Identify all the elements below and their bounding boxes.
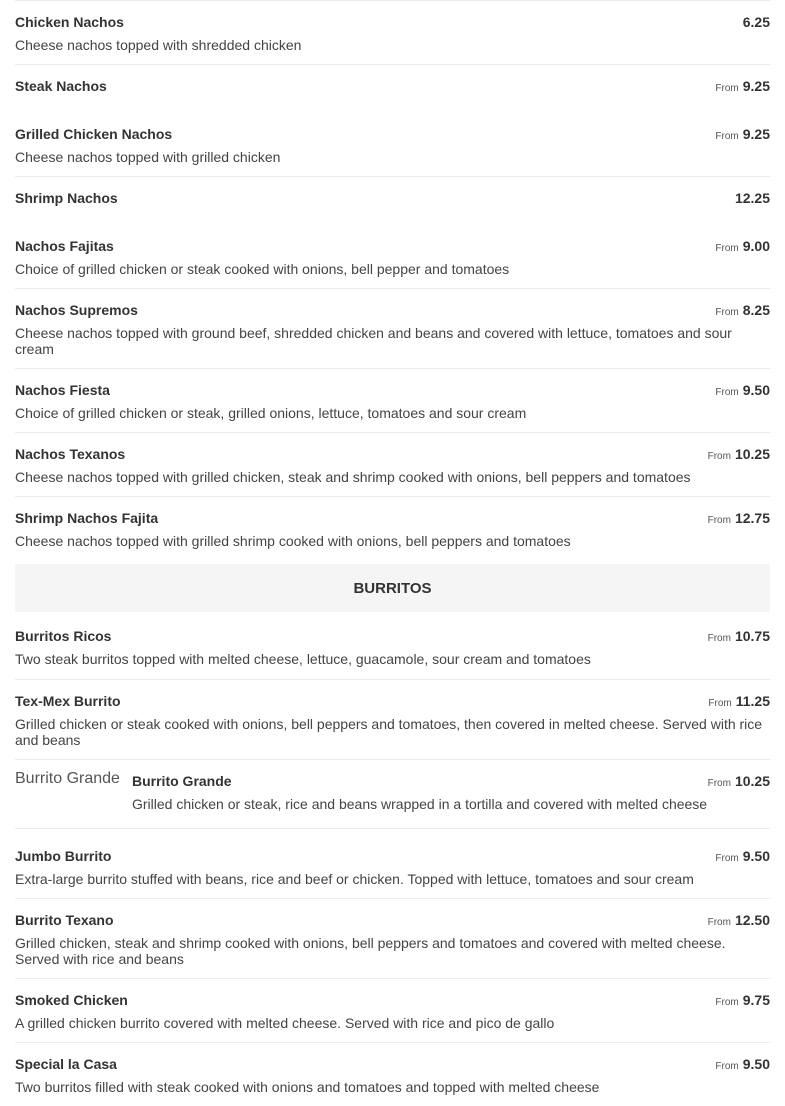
item-description: Cheese nachos topped with grilled chicken, steak and shrimp cooked with onions, bell peppers and tomatoes bbox=[15, 469, 691, 485]
price-value: 9.50 bbox=[742, 1056, 770, 1072]
price-prefix: From bbox=[707, 515, 731, 526]
price-value: 9.25 bbox=[742, 126, 770, 142]
item-description: Cheese nachos topped with ground beef, shredded chicken and beans and covered with lettuce, tomatoes and sour cream bbox=[15, 325, 732, 357]
item-price bbox=[708, 693, 770, 712]
menu-item-smoked-chicken[interactable] bbox=[15, 979, 770, 1043]
item-description: Cheese nachos topped with grilled chicken bbox=[15, 149, 281, 165]
item-name: Burrito Grande bbox=[132, 773, 232, 789]
price-prefix: From bbox=[715, 83, 739, 94]
item-name: Nachos Supremos bbox=[15, 302, 138, 318]
item-price bbox=[715, 238, 770, 257]
menu-item-nachos-fiesta[interactable] bbox=[15, 369, 770, 433]
price-prefix: From bbox=[707, 917, 731, 928]
item-name: Shrimp Nachos Fajita bbox=[15, 510, 159, 526]
item-price bbox=[708, 912, 770, 931]
price-value: 9.25 bbox=[742, 78, 770, 94]
item-description: Cheese nachos topped with grilled shrimp cooked with onions, bell peppers and tomatoes bbox=[15, 533, 571, 549]
price-value: 6.25 bbox=[742, 14, 770, 30]
item-price bbox=[715, 126, 770, 145]
item-name: Tex-Mex Burrito bbox=[15, 693, 121, 709]
menu-item-nachos-fajitas[interactable] bbox=[15, 225, 770, 289]
price-prefix: From bbox=[708, 698, 732, 709]
item-description: Grilled chicken, steak and shrimp cooked with onions, bell peppers and tomatoes and covered with melted cheese. Served with rice and beans bbox=[15, 935, 726, 967]
item-description: Two burritos filled with steak cooked with onions and tomatoes and topped with melted cheese bbox=[15, 1079, 600, 1095]
item-price bbox=[731, 190, 770, 209]
item-description: Grilled chicken or steak, rice and beans wrapped in a tortilla and covered with melted cheese bbox=[132, 796, 708, 812]
menu-list bbox=[15, 0, 770, 1106]
price-value: 12.50 bbox=[734, 912, 770, 928]
price-value: 9.50 bbox=[742, 848, 770, 864]
menu-item-shrimp-nachos[interactable] bbox=[15, 177, 770, 225]
item-name: Burritos Ricos bbox=[15, 628, 112, 644]
item-price bbox=[715, 992, 770, 1011]
price-value: 10.75 bbox=[734, 628, 770, 644]
price-value: 11.25 bbox=[735, 693, 770, 709]
menu-item-nachos-supremos[interactable] bbox=[15, 289, 770, 369]
item-image-placeholder[interactable] bbox=[15, 768, 120, 816]
item-description: Cheese nachos topped with shredded chicken bbox=[15, 37, 302, 53]
item-name: Special la Casa bbox=[15, 1056, 117, 1072]
menu-item-chicken-nachos[interactable] bbox=[15, 0, 770, 65]
item-price bbox=[715, 848, 770, 867]
price-prefix: From bbox=[715, 853, 739, 864]
item-description: Two steak burritos topped with melted cheese, lettuce, guacamole, sour cream and tomatoes bbox=[15, 651, 591, 667]
price-value: 9.50 bbox=[742, 382, 770, 398]
price-value: 12.25 bbox=[734, 190, 770, 206]
price-value: 9.00 bbox=[742, 238, 770, 254]
item-name: Shrimp Nachos bbox=[15, 190, 118, 206]
item-name: Nachos Fiesta bbox=[15, 382, 110, 398]
item-price bbox=[715, 78, 770, 97]
item-name: Grilled Chicken Nachos bbox=[15, 126, 173, 142]
item-name: Nachos Fajitas bbox=[15, 238, 114, 254]
item-description: Grilled chicken or steak cooked with onions, bell peppers and tomatoes, then covered in melted cheese. Served with rice and beans bbox=[15, 716, 763, 748]
menu-item-grilled-chicken-nachos[interactable] bbox=[15, 113, 770, 177]
section-header-burritos: BURRITOS bbox=[15, 564, 770, 612]
menu-item-jumbo-burrito[interactable] bbox=[15, 829, 770, 899]
price-prefix: From bbox=[715, 243, 739, 254]
item-description: Extra-large burrito stuffed with beans, rice and beef or chicken. Topped with lettuce, tomatoes and sour cream bbox=[15, 871, 694, 887]
item-name: Jumbo Burrito bbox=[15, 848, 112, 864]
price-value: 10.25 bbox=[734, 446, 770, 462]
menu-item-steak-nachos[interactable] bbox=[15, 65, 770, 113]
item-price bbox=[715, 382, 770, 401]
menu-item-burrito-grande[interactable] bbox=[15, 760, 770, 829]
item-price bbox=[715, 1056, 770, 1075]
menu-item-special-la-casa[interactable] bbox=[15, 1043, 770, 1106]
price-prefix: From bbox=[715, 307, 739, 318]
menu-item-tex-mex-burrito[interactable] bbox=[15, 680, 770, 760]
image-alt-text: Burrito Grande bbox=[15, 770, 120, 787]
price-value: 10.25 bbox=[734, 773, 770, 789]
item-content bbox=[132, 768, 770, 817]
item-price bbox=[715, 302, 770, 321]
price-prefix: From bbox=[707, 778, 731, 789]
item-name: Burrito Texano bbox=[15, 912, 114, 928]
item-price bbox=[739, 14, 770, 33]
item-name: Nachos Texanos bbox=[15, 446, 126, 462]
item-description: Choice of grilled chicken or steak, grilled onions, lettuce, tomatoes and sour cream bbox=[15, 405, 527, 421]
item-description: A grilled chicken burrito covered with melted cheese. Served with rice and pico de gallo bbox=[15, 1015, 555, 1031]
price-value: 8.25 bbox=[742, 302, 770, 318]
price-prefix: From bbox=[715, 997, 739, 1008]
item-name: Smoked Chicken bbox=[15, 992, 128, 1008]
price-prefix: From bbox=[715, 131, 739, 142]
menu-item-nachos-texanos[interactable] bbox=[15, 433, 770, 497]
item-price bbox=[708, 510, 770, 529]
item-name: Chicken Nachos bbox=[15, 14, 124, 30]
price-prefix: From bbox=[707, 451, 731, 462]
menu-item-shrimp-nachos-fajita[interactable] bbox=[15, 497, 770, 564]
menu-item-burritos-ricos[interactable] bbox=[15, 612, 770, 680]
price-prefix: From bbox=[715, 1061, 739, 1072]
price-prefix: From bbox=[707, 633, 731, 644]
price-value: 9.75 bbox=[742, 992, 770, 1008]
item-price bbox=[708, 628, 770, 647]
price-prefix: From bbox=[715, 387, 739, 398]
menu-item-burrito-texano[interactable] bbox=[15, 899, 770, 979]
item-price bbox=[708, 446, 770, 465]
item-name: Steak Nachos bbox=[15, 78, 107, 94]
item-description: Choice of grilled chicken or steak cooked with onions, bell pepper and tomatoes bbox=[15, 261, 510, 277]
item-price bbox=[708, 773, 770, 792]
price-value: 12.75 bbox=[734, 510, 770, 526]
